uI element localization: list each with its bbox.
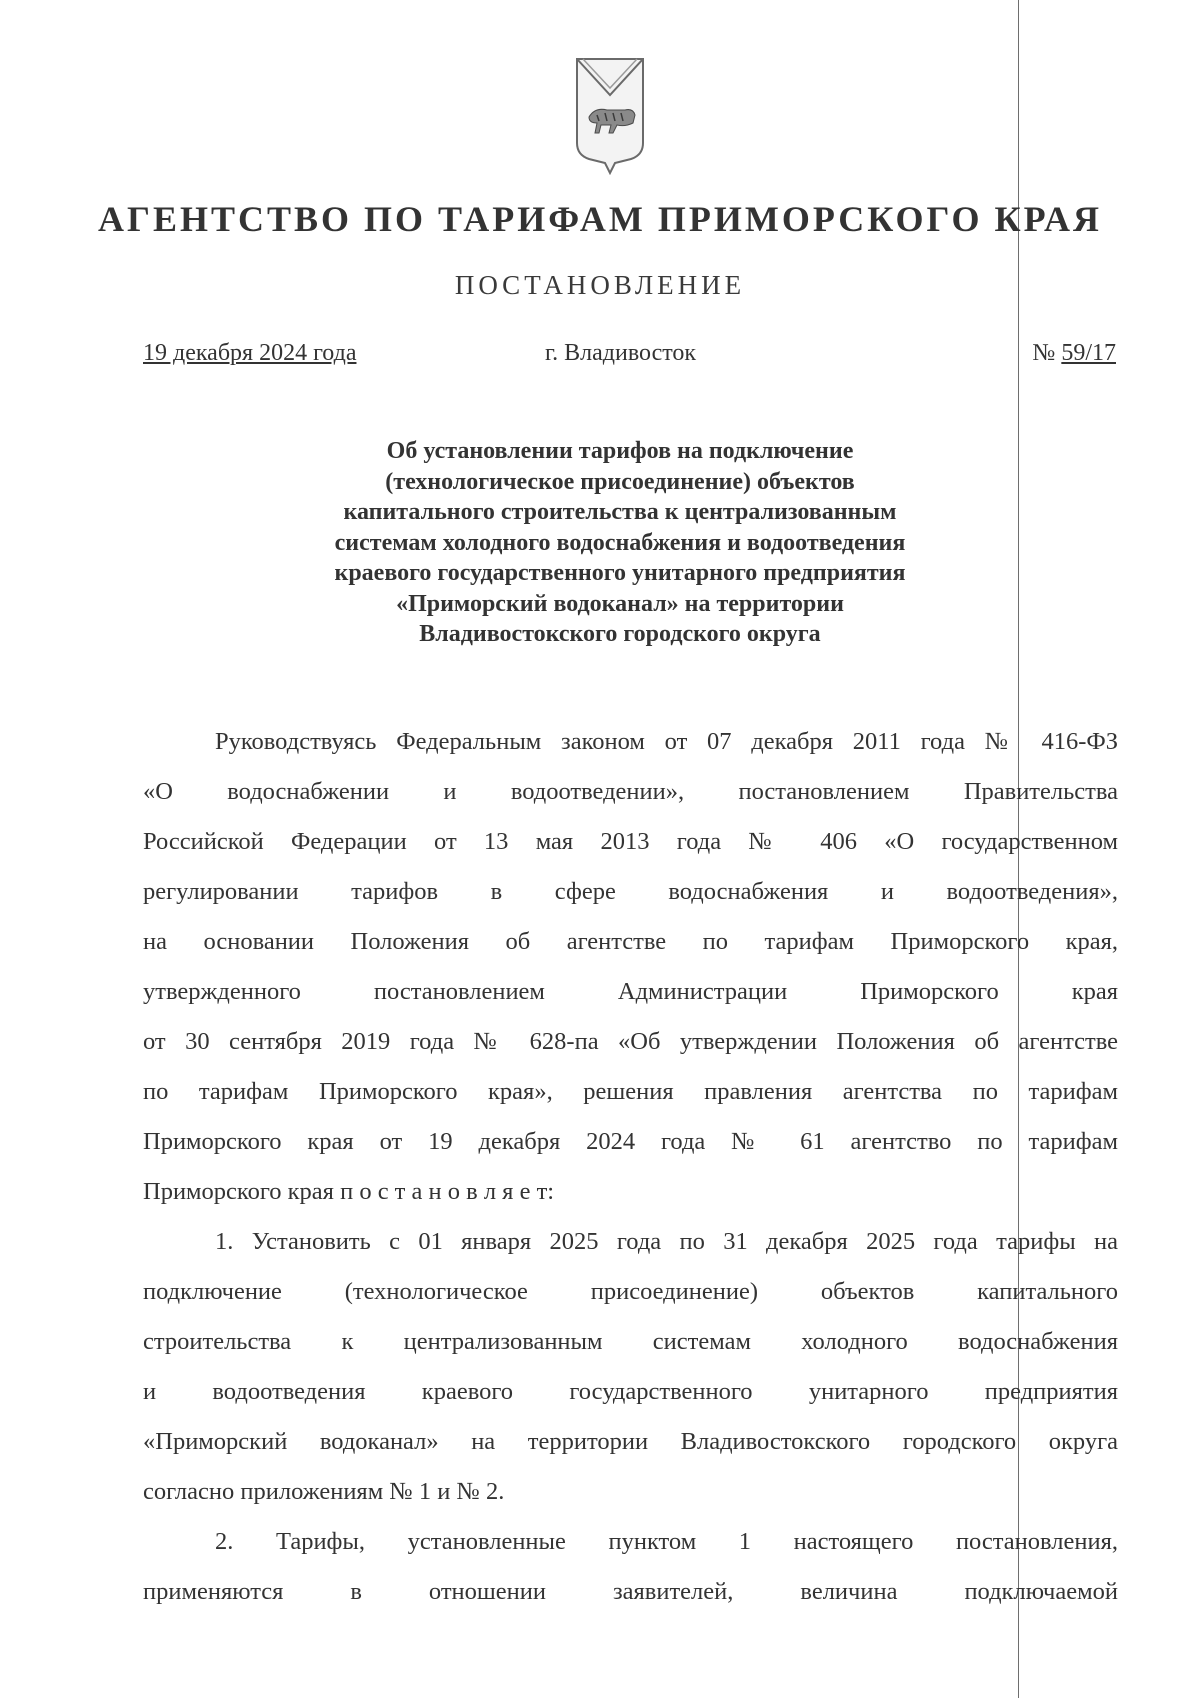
document-number [1032, 340, 1116, 367]
document-city: г. Владивосток [545, 340, 697, 366]
body-line: согласно приложениям № 1 и № 2. [143, 1478, 505, 1505]
body-line: от 30 сентября 2019 года № 628-па «Об утверждении Положения об агентстве [143, 1028, 1118, 1055]
body-line: по тарифам Приморского края», решения правления агентства по тарифам [143, 1078, 1118, 1105]
body-line: применяются в отношении заявителей, величина подключаемой [143, 1578, 1118, 1605]
body-line: 1. Установить с 01 января 2025 года по 31 декабря 2025 года тарифы на [215, 1228, 1118, 1255]
title-line: системам холодного водоснабжения и водоотведения [334, 529, 906, 556]
number-prefix: № [1032, 340, 1056, 366]
title-line: Об установлении тарифов на подключение [386, 438, 854, 464]
title-line: Владивостокского городского округа [419, 621, 821, 647]
document-date: 19 декабря 2024 года [143, 340, 357, 366]
body-line: «Приморский водоканал» на территории Владивостокского городского округа [143, 1428, 1118, 1455]
document-body [143, 722, 1118, 1622]
title-line: «Приморский водоканал» на территории [396, 590, 844, 617]
coat-of-arms-emblem [573, 55, 647, 175]
body-line: регулировании тарифов в сфере водоснабжения и водоотведения», [143, 878, 1118, 905]
document-type: ПОСТАНОВЛЕНИЕ [454, 270, 746, 300]
body-line: строительства к централизованным системам холодного водоснабжения [143, 1328, 1118, 1355]
body-line: подключение (технологическое присоединение) объектов капитального [143, 1278, 1118, 1305]
body-line: «О водоснабжении и водоотведении», постановлением Правительства [143, 778, 1118, 805]
body-line: на основании Положения об агентстве по тарифам Приморского края, [143, 928, 1118, 955]
document-title [250, 436, 990, 650]
body-line: и водоотведения краевого государственного унитарного предприятия [143, 1378, 1118, 1405]
agency-name: АГЕНТСТВО ПО ТАРИФАМ ПРИМОРСКОГО КРАЯ [98, 199, 1102, 239]
body-line: 2. Тарифы, установленные пунктом 1 настоящего постановления, [215, 1528, 1118, 1555]
title-line: (технологическое присоединение) объектов [385, 468, 855, 495]
title-line: капитального строительства к централизованным [343, 499, 897, 525]
body-line: Приморского края от 19 декабря 2024 года № 61 агентство по тарифам [143, 1128, 1118, 1155]
body-line: утвержденного постановлением Администрации Приморского края [143, 978, 1118, 1005]
title-line: краевого государственного унитарного предприятия [334, 560, 906, 586]
body-line: Приморского края п о с т а н о в л я е т: [143, 1178, 555, 1205]
number-value: 59/17 [1061, 340, 1116, 366]
body-line: Российской Федерации от 13 мая 2013 года № 406 «О государственном [143, 828, 1118, 855]
body-line: Руководствуясь Федеральным законом от 07 декабря 2011 года № 416-ФЗ [215, 728, 1118, 755]
